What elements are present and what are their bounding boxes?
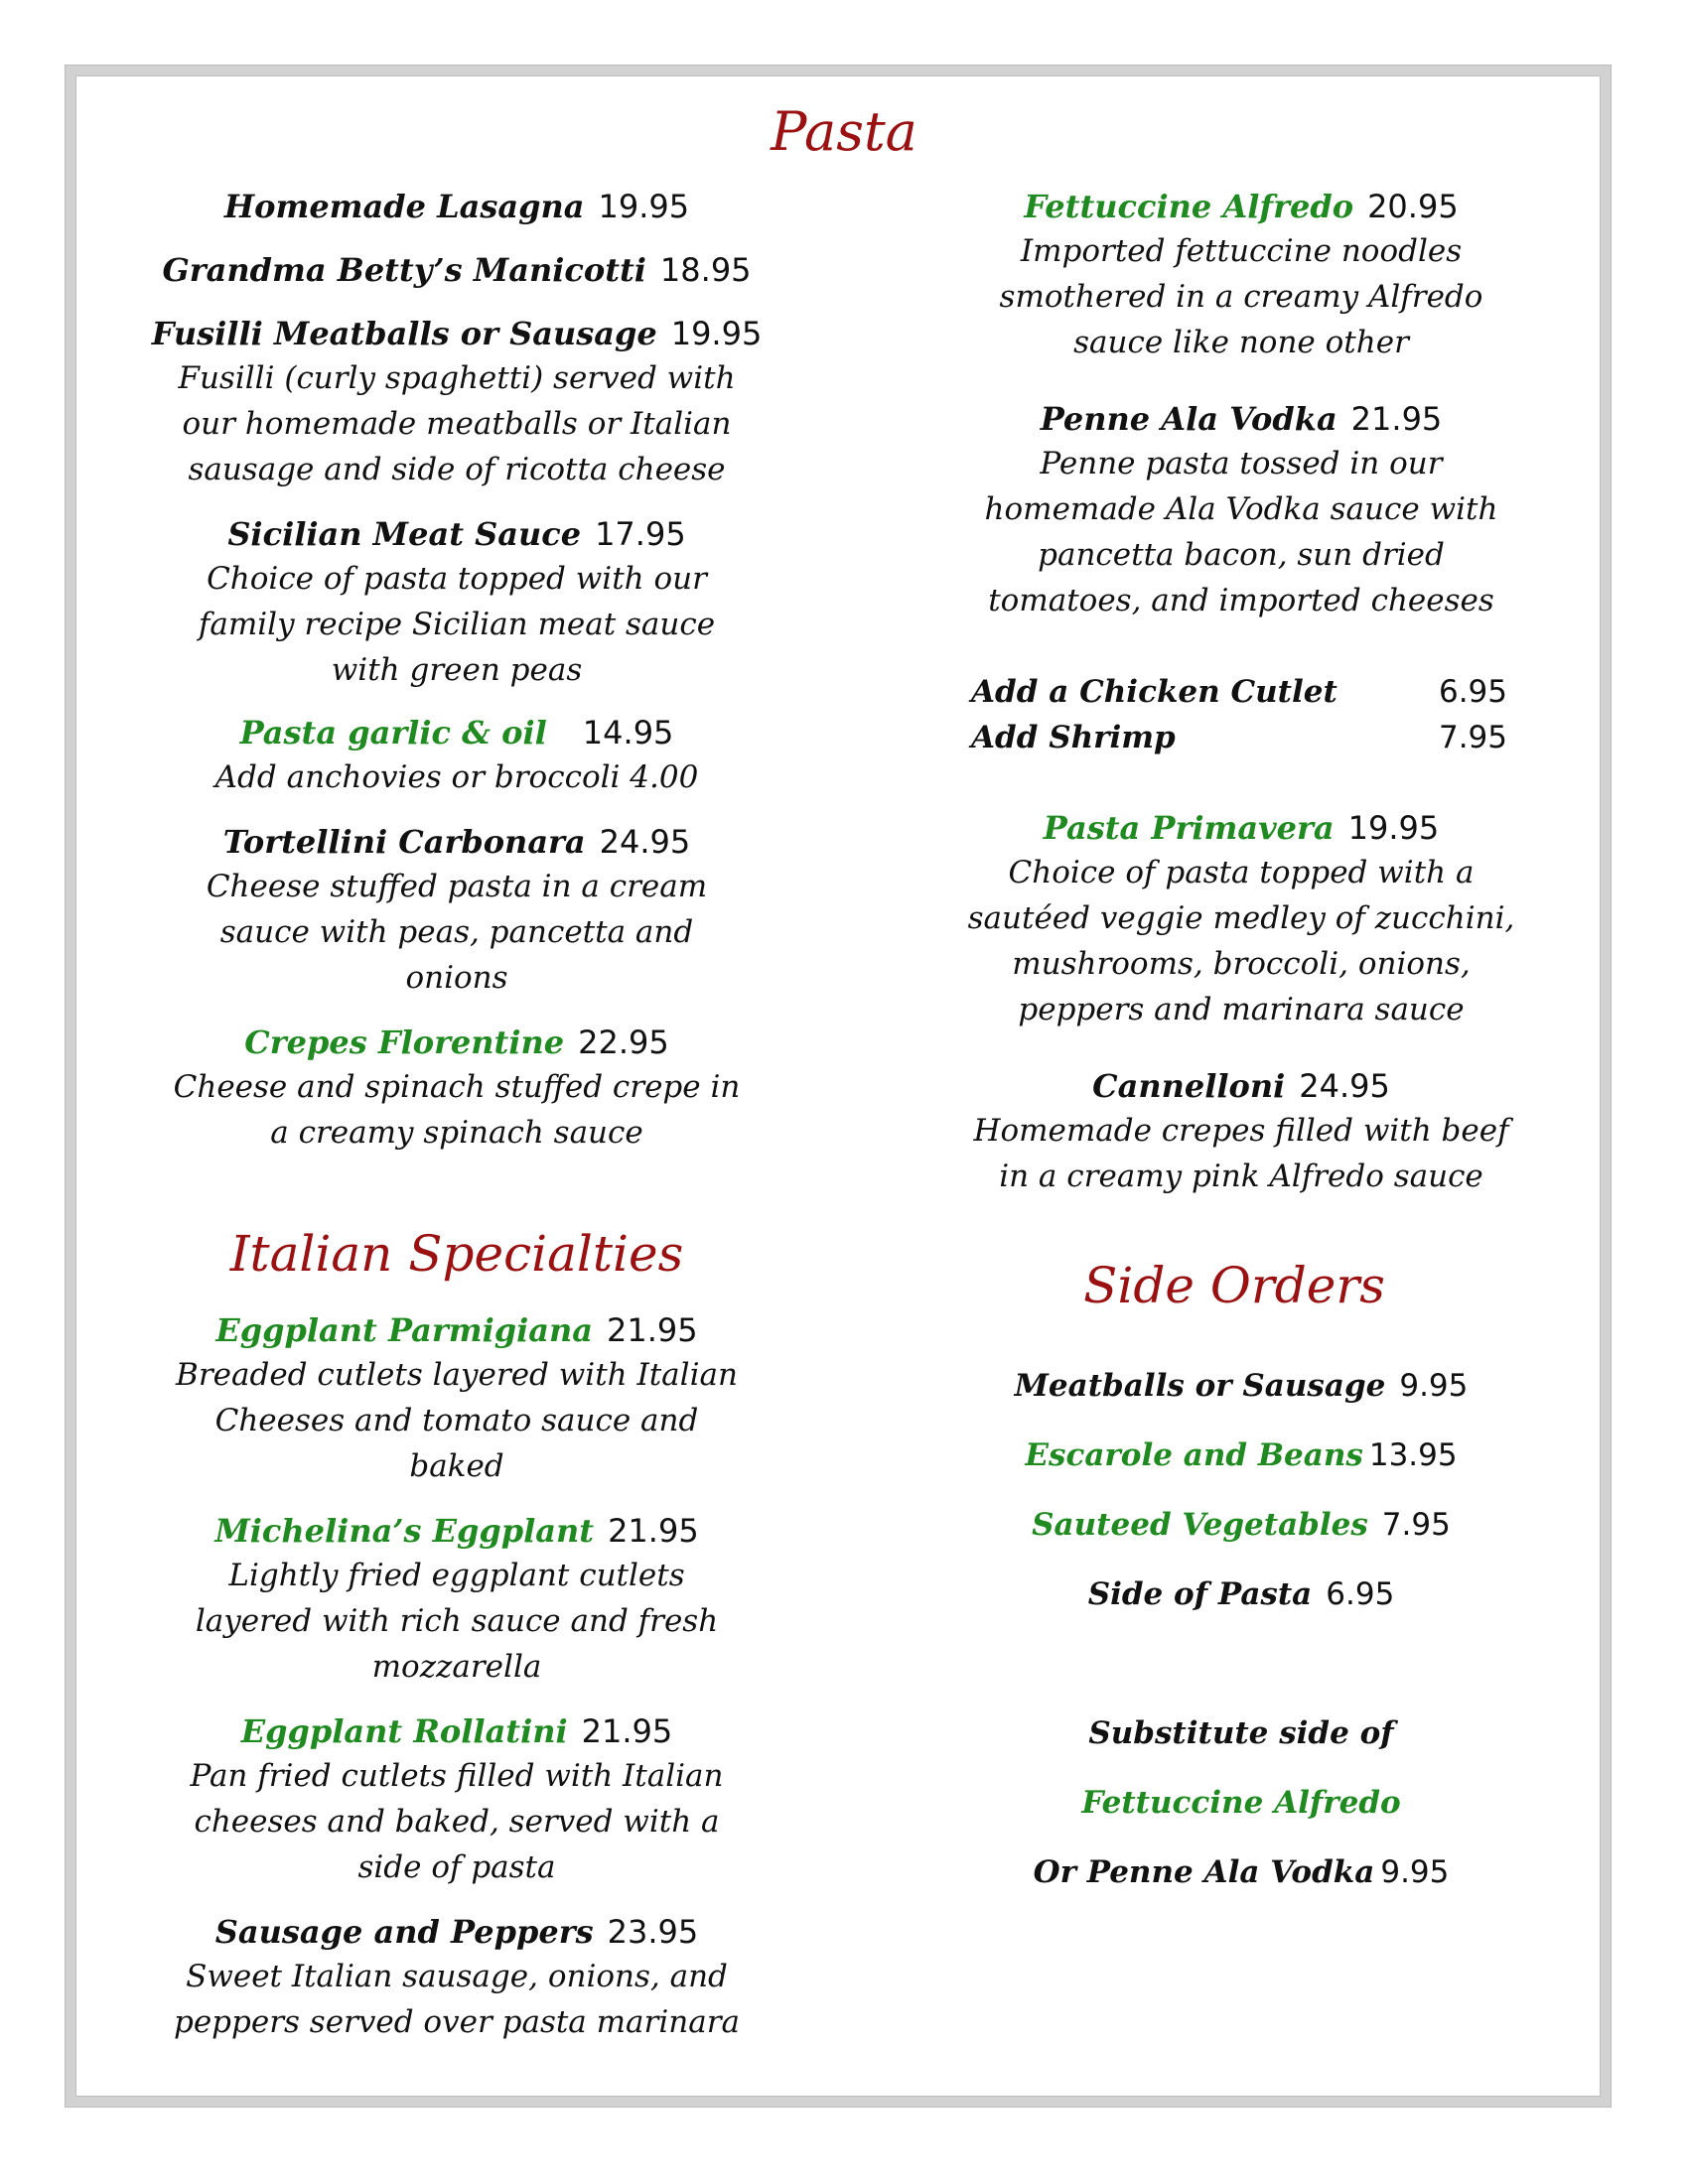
item-price: 17.95 <box>595 515 686 553</box>
item-description: Pan fried cutlets filled with Italian cheeses and baked, served with a side of pasta <box>190 1758 724 1885</box>
item-name: Grandma Betty’s Manicotti <box>162 251 646 289</box>
menu-item <box>109 512 804 693</box>
section-heading-pasta: Pasta <box>771 100 917 163</box>
section-heading-specialties: Italian Specialties <box>229 1225 684 1283</box>
item-description: Choice of pasta topped with our family recipe Sicilian meat sauce with green peas <box>198 561 716 688</box>
substitute-text: Or Penne Ala Vodka <box>1033 1854 1375 1890</box>
item-name: Pasta Primavera <box>1043 809 1335 847</box>
item-name: Michelina’s Eggplant <box>214 1512 595 1550</box>
item-name: Eggplant Parmigiana <box>215 1311 594 1349</box>
menu-item <box>884 1064 1599 1199</box>
item-price: 21.95 <box>607 1311 698 1349</box>
item-description: Cheese and spinach stuffed crepe in a creamy spinach sauce <box>173 1069 741 1151</box>
menu-item <box>109 248 804 292</box>
item-description: Penne pasta tossed in our homemade Ala Vodka sauce with pancetta bacon, sun dried tomatoes, and imported cheeses <box>984 446 1498 618</box>
item-name: Meatballs or Sausage <box>1014 1368 1386 1404</box>
add-on-label: Add a Chicken Cutlet <box>971 674 1337 710</box>
item-price: 19.95 <box>670 315 763 352</box>
menu-item <box>109 1709 804 1890</box>
menu-item <box>884 806 1599 1032</box>
menu-item <box>109 820 804 1001</box>
menu-item <box>109 1910 804 2045</box>
add-ons-list <box>971 669 1507 760</box>
substitute-note-line-3 <box>884 1850 1599 1894</box>
item-name: Homemade Lasagna <box>223 188 585 225</box>
item-description: Fusilli (curly spaghetti) served with our homemade meatballs or Italian sausage and side of ricotta cheese <box>178 360 736 487</box>
side-order-item <box>884 1433 1599 1477</box>
item-price: 18.95 <box>659 251 752 289</box>
item-name: Fusilli Meatballs or Sausage <box>151 315 657 352</box>
menu-item <box>884 397 1599 623</box>
item-description: Choice of pasta topped with a sautéed veggie medley of zucchini, mushrooms, broccoli, onions, peppers and marinara sauce <box>967 855 1515 1027</box>
item-name: Eggplant Rollatini <box>240 1712 568 1750</box>
substitute-item: Fettuccine Alfredo <box>1081 1785 1401 1821</box>
item-description: Sweet Italian sausage, onions, and peppers served over pasta marinara <box>173 1959 741 2040</box>
item-name: Side of Pasta <box>1087 1576 1313 1612</box>
item-price: 19.95 <box>1347 809 1440 847</box>
item-name: Sicilian Meat Sauce <box>227 515 582 553</box>
menu-item <box>109 1021 804 1156</box>
menu-item <box>109 185 804 228</box>
item-description: Lightly fried eggplant cutlets layered with rich sauce and fresh mozzarella <box>195 1558 719 1685</box>
add-on-label: Add Shrimp <box>971 720 1176 755</box>
menu-item <box>109 312 804 492</box>
item-name: Pasta garlic & oil <box>239 714 547 751</box>
side-order-item <box>884 1572 1599 1616</box>
item-name: Cannelloni <box>1092 1067 1286 1105</box>
item-name: Penne Ala Vodka <box>1040 400 1337 438</box>
item-price: 24.95 <box>1299 1067 1390 1105</box>
add-on-price: 7.95 <box>1438 720 1507 755</box>
item-name: Tortellini Carbonara <box>222 823 586 861</box>
item-description: Imported fettuccine noodles smothered in a creamy Alfredo sauce like none other <box>999 233 1483 360</box>
add-on-item <box>971 669 1507 715</box>
substitute-text: Substitute side of <box>1088 1715 1394 1751</box>
item-price: 9.95 <box>1399 1368 1469 1404</box>
menu-item <box>109 711 804 800</box>
item-description: Breaded cutlets layered with Italian Cheeses and tomato sauce and baked <box>176 1357 738 1484</box>
item-name: Escarole and Beans <box>1025 1437 1363 1473</box>
item-price: 13.95 <box>1368 1437 1458 1473</box>
side-order-item <box>884 1364 1599 1408</box>
item-price: 23.95 <box>607 1913 699 1951</box>
item-price: 14.95 <box>582 714 674 751</box>
item-price: 21.95 <box>1350 400 1443 438</box>
menu-item <box>109 1308 804 1489</box>
item-name: Crepes Florentine <box>244 1024 565 1061</box>
item-price: 21.95 <box>581 1712 673 1750</box>
item-price: 6.95 <box>1326 1576 1395 1612</box>
item-name: Sauteed Vegetables <box>1032 1507 1368 1543</box>
item-price: 19.95 <box>598 188 690 225</box>
item-name: Fettuccine Alfredo <box>1024 188 1354 225</box>
item-price: 7.95 <box>1381 1507 1451 1543</box>
item-description: Cheese stuffed pasta in a cream sauce with peas, pancetta and onions <box>206 869 708 996</box>
substitute-note-line-2 <box>884 1781 1599 1825</box>
item-description: Homemade crepes filled with beef in a creamy pink Alfredo sauce <box>973 1113 1509 1194</box>
item-name: Sausage and Peppers <box>214 1913 594 1951</box>
side-order-item <box>884 1503 1599 1547</box>
substitute-price: 9.95 <box>1380 1854 1450 1890</box>
add-on-price: 6.95 <box>1438 674 1507 710</box>
item-price: 22.95 <box>578 1024 669 1061</box>
section-heading-sides: Side Orders <box>1083 1257 1385 1314</box>
item-price: 21.95 <box>608 1512 699 1550</box>
item-description: Add anchovies or broccoli 4.00 <box>214 759 699 795</box>
menu-item <box>109 1509 804 1690</box>
menu-item <box>884 185 1599 365</box>
add-on-item <box>971 715 1507 760</box>
item-price: 20.95 <box>1367 188 1459 225</box>
item-price: 24.95 <box>599 823 691 861</box>
substitute-note-line-1 <box>884 1711 1599 1755</box>
